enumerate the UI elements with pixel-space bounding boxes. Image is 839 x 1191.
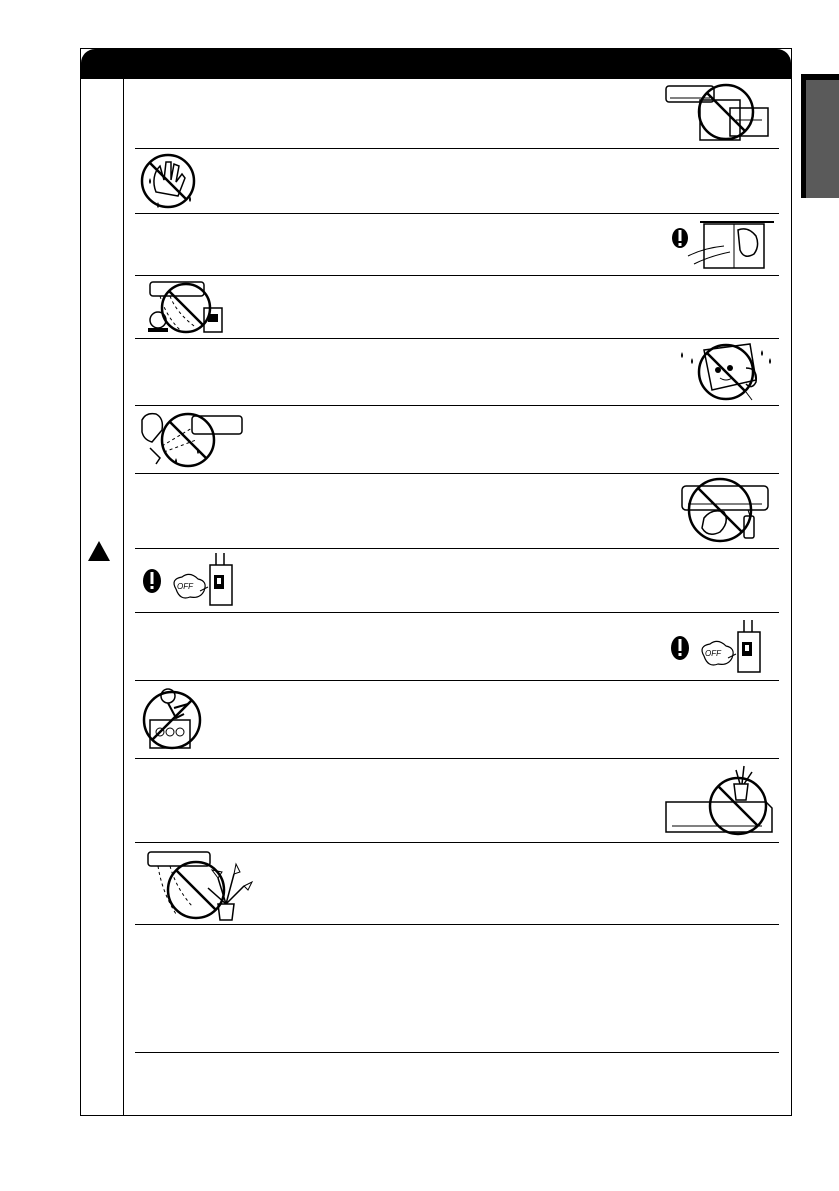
off-bubble-label: OFF: [177, 582, 193, 591]
no-plants-in-airflow-icon: [144, 846, 254, 922]
caution-left-column: [81, 79, 124, 1115]
section-tab-inner: [806, 80, 839, 198]
no-spray-on-unit-icon: [136, 408, 246, 470]
switch-off-breaker-icon: [140, 551, 244, 609]
no-cleaning-spray-icon: [664, 476, 778, 546]
no-heater-under-unit-icon: [140, 278, 232, 336]
caution-item-no-climbing: [135, 680, 779, 759]
no-water-on-unit-icon: [666, 340, 778, 402]
ventilate-room-icon: [668, 216, 780, 272]
no-wet-hands-icon: [138, 152, 200, 210]
switch-off-breaker-icon-2: [668, 618, 772, 676]
caution-item-no-wet-hands: [135, 148, 779, 214]
caution-header-bar: [81, 49, 791, 79]
no-climbing-on-outdoor-unit-icon: [138, 684, 210, 754]
off-bubble-label: OFF: [705, 649, 721, 658]
caution-item-note-1: [135, 924, 779, 1053]
warning-triangle-icon: [88, 541, 110, 561]
no-objects-on-unit-icon: [662, 762, 778, 836]
caution-item-note-2: [135, 1052, 779, 1114]
no-obstacles-near-unit-icon: [660, 80, 778, 146]
